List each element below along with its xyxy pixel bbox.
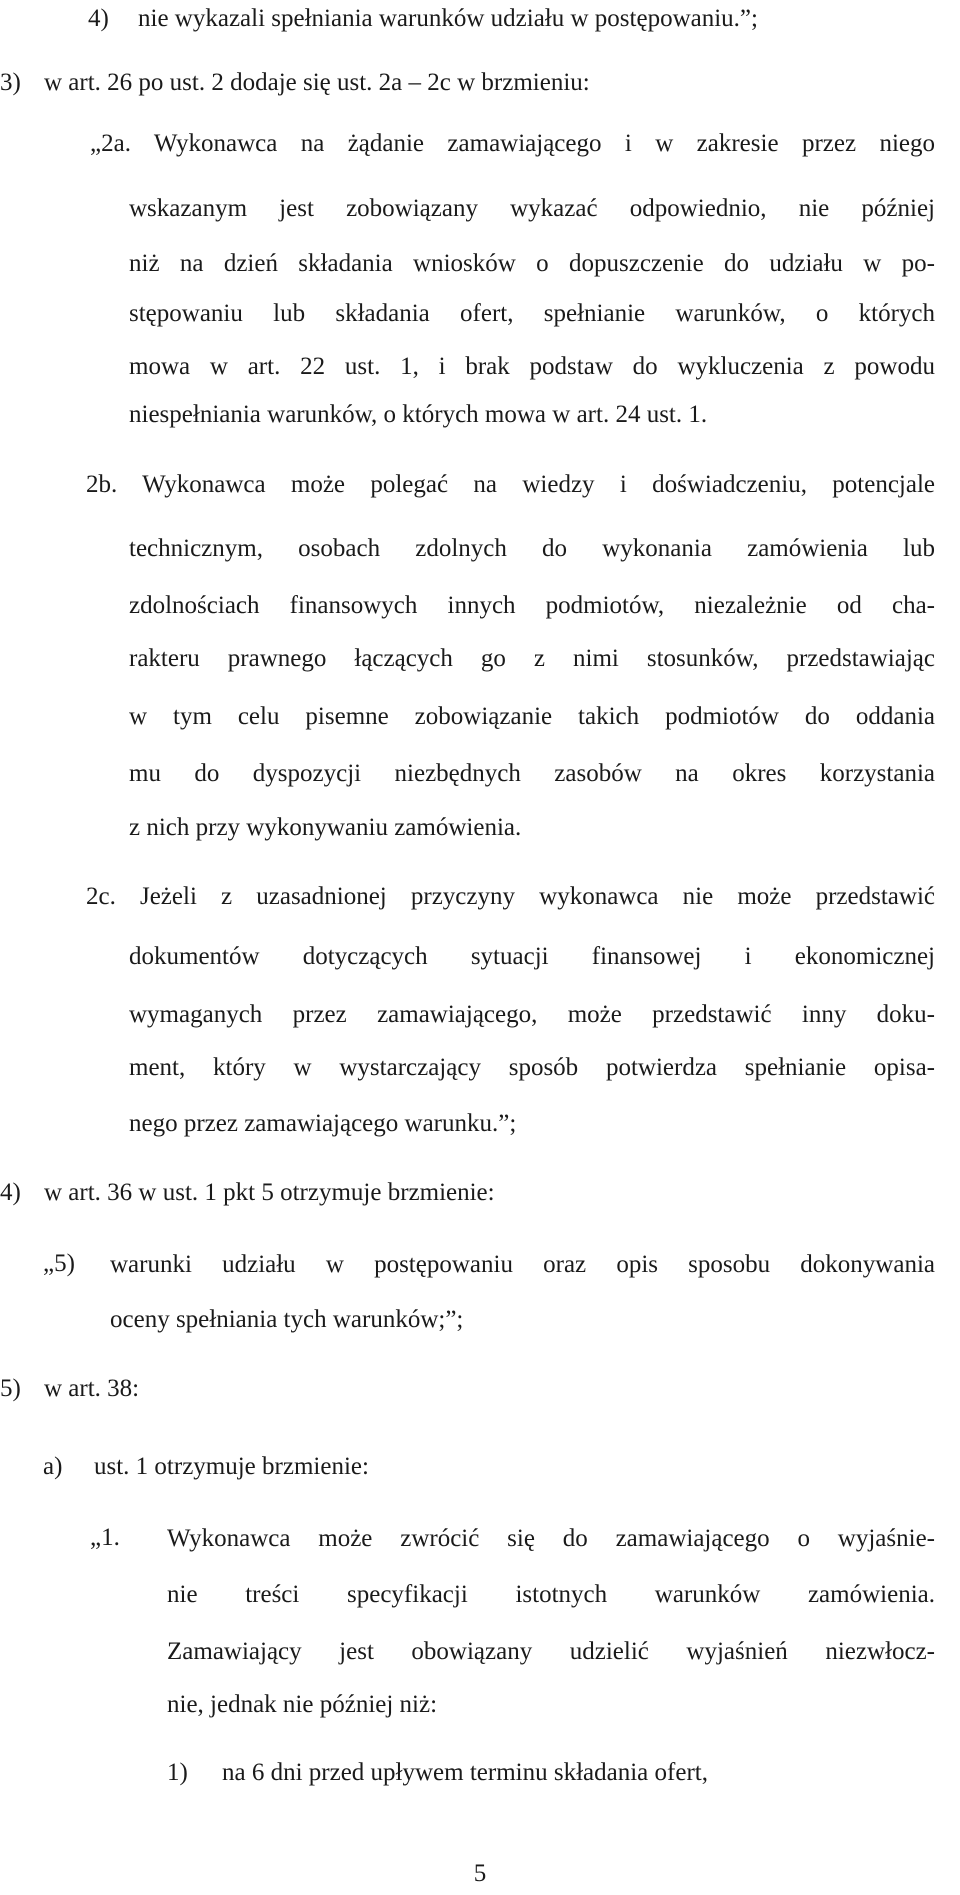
item-text: w art. 36 w ust. 1 pkt 5 otrzymuje brzmienie: — [44, 1179, 495, 1206]
paragraph-line: nego przez zamawiającego warunku.”; — [129, 1110, 517, 1137]
item-text: na 6 dni przed upływem terminu składania ofert, — [222, 1759, 708, 1786]
paragraph-line: 2c. Jeżeli z uzasadnionej przyczyny wykonawca nie może przedstawić — [86, 883, 935, 910]
item-number: 5) — [0, 1375, 21, 1402]
paragraph-line: 2b. Wykonawca może polegać na wiedzy i doświadczeniu, potencjale — [86, 471, 935, 498]
paragraph-line: niespełniania warunków, o których mowa w art. 24 ust. 1. — [129, 401, 708, 428]
quote-number: „5) — [43, 1250, 75, 1277]
paragraph-line: nie, jednak nie później niż: — [167, 1691, 438, 1718]
item-number: 3) — [0, 69, 21, 96]
paragraph-line: niż na dzień składania wniosków o dopuszczenie do udziału w po- — [129, 250, 935, 277]
item-text: nie wykazali spełniania warunków udziału w postępowaniu.”; — [138, 5, 758, 32]
item-text: w art. 38: — [44, 1375, 140, 1402]
paragraph-line: zdolnościach finansowych innych podmiotów, niezależnie od cha- — [129, 592, 935, 619]
paragraph-line: Wykonawca może zwrócić się do zamawiającego o wyjaśnie- — [167, 1525, 935, 1552]
paragraph-line: dokumentów dotyczących sytuacji finansowej i ekonomicznej — [129, 943, 935, 970]
paragraph-line: ment, który w wystarczający sposób potwierdza spełnianie opisa- — [129, 1054, 935, 1081]
item-number: a) — [43, 1453, 63, 1480]
paragraph-line: technicznym, osobach zdolnych do wykonania zamówienia lub — [129, 535, 935, 562]
paragraph-line: nie treści specyfikacji istotnych warunków zamówienia. — [167, 1581, 935, 1608]
item-number: 1) — [167, 1759, 188, 1786]
paragraph-line: wskazanym jest zobowiązany wykazać odpowiednio, nie później — [129, 195, 935, 222]
paragraph-line: mu do dyspozycji niezbędnych zasobów na okres korzystania — [129, 760, 935, 787]
paragraph-line: mowa w art. 22 ust. 1, i brak podstaw do wykluczenia z powodu — [129, 353, 935, 380]
paragraph-line: wymaganych przez zamawiającego, może przedstawić inny doku- — [129, 1001, 935, 1028]
item-text: w art. 26 po ust. 2 dodaje się ust. 2a – 2c w brzmieniu: — [44, 69, 590, 96]
paragraph-line: warunki udziału w postępowaniu oraz opis sposobu dokonywania — [110, 1251, 935, 1278]
paragraph-line: „2a. Wykonawca na żądanie zamawiającego i w zakresie przez niego — [90, 130, 935, 157]
item-number: 4) — [88, 5, 109, 32]
page-number: 5 — [473, 1860, 487, 1887]
paragraph-line: rakteru prawnego łączących go z nimi stosunków, przedstawiając — [129, 645, 935, 672]
quote-number: „1. — [90, 1524, 120, 1551]
item-number: 4) — [0, 1179, 21, 1206]
paragraph-line: stępowaniu lub składania ofert, spełnianie warunków, o których — [129, 300, 935, 327]
item-text: ust. 1 otrzymuje brzmienie: — [94, 1453, 369, 1480]
paragraph-line: Zamawiający jest obowiązany udzielić wyjaśnień niezwłocz- — [167, 1638, 935, 1665]
paragraph-line: w tym celu pisemne zobowiązanie takich podmiotów do oddania — [129, 703, 935, 730]
paragraph-line: z nich przy wykonywaniu zamówienia. — [129, 814, 522, 841]
paragraph-line: oceny spełniania tych warunków;”; — [110, 1306, 464, 1333]
